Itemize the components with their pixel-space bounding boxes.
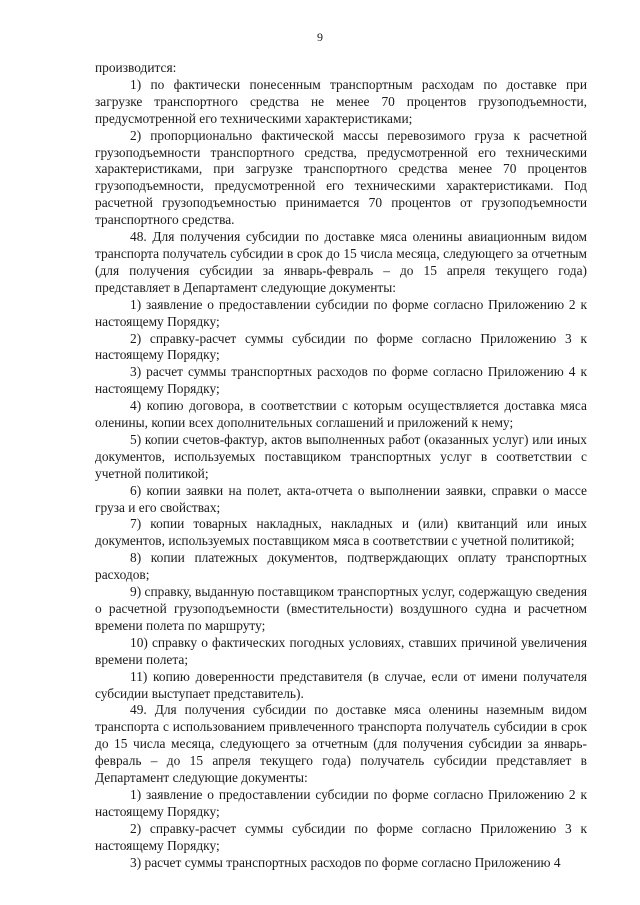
paragraph-48-item-5: 5) копии счетов-фактур, актов выполненных работ (оказанных услуг) или иных документов, используемых поставщиком транспортных услуг в соответствии с учетной политикой; — [95, 431, 587, 481]
paragraph-48-item-10: 10) справку о фактических погодных условиях, ставших причиной увеличения времени полета; — [95, 634, 587, 667]
paragraph-48-item-3: 3) расчет суммы транспортных расходов по форме согласно Приложению 4 к настоящему Порядку; — [95, 364, 587, 397]
paragraph-48-item-2: 2) справку-расчет суммы субсидии по форме согласно Приложению 3 к настоящему Порядку; — [95, 330, 587, 363]
page-number: 9 — [317, 30, 323, 44]
paragraph-clause-48: 48. Для получения субсидии по доставке мяса оленины авиационным видом транспорта получатель субсидии в срок до 15 числа месяца, следующего за отчетным (для получения субсидии за январь-февраль – до 15 апреля текущего года) представляет в Департамент следующие документы: — [95, 229, 587, 295]
paragraph-48-item-4: 4) копию договора, в соответствии с которым осуществляется доставка мяса оленины, копии всех дополнительных соглашений и приложений к нему; — [95, 398, 587, 431]
paragraph-48-item-7: 7) копии товарных накладных, накладных и (или) квитанций или иных документов, используемых поставщиком мяса в соответствии с учетной политикой; — [95, 516, 587, 549]
paragraph-continuation: производится: — [95, 60, 177, 75]
paragraph-48-item-6: 6) копии заявки на полет, акта-отчета о выполнении заявки, справки о массе груза и его свойствах; — [95, 482, 587, 515]
paragraph-48-item-11: 11) копию доверенности представителя (в случае, если от имени получателя субсидии выступает представитель). — [95, 668, 587, 701]
document-body — [95, 60, 587, 872]
paragraph-49-item-3: 3) расчет суммы транспортных расходов по форме согласно Приложению 4 — [130, 854, 561, 870]
paragraph-48-item-9: 9) справку, выданную поставщиком транспортных услуг, содержащую сведения о расчетной грузоподъемности (вместительности) воздушного судна и расчетном времени полета по маршруту; — [95, 584, 587, 633]
paragraph-item-1: 1) по фактически понесенным транспортным расходам по доставке при загрузке транспортного средства не менее 70 процентов грузоподъемности, предусмотренной его техническими характеристиками; — [95, 76, 587, 126]
paragraph-item-2: 2) пропорционально фактической массы перевозимого груза к расчетной грузоподъемности транспортного средства, предусмотренной его техническими характеристиками, при загрузке транспортного средства менее 70 процентов грузоподъемности, предусмотренной его техническими характеристиками. Под расчетной грузоподъемностью принимается 70 процентов от грузоподъемности транспортного средства. — [95, 127, 587, 228]
paragraph-49-item-1: 1) заявление о предоставлении субсидии по форме согласно Приложению 2 к настоящему Порядку; — [95, 786, 587, 819]
paragraph-clause-49: 49. Для получения субсидии по доставке мяса оленины наземным видом транспорта с использованием привлеченного транспорта получатель субсидии в срок до 15 числа месяца, следующего за отчетным (для получения субсидии за январь-февраль – до 15 апреля текущего года) получатель субсидии представляет в Департамент следующие документы: — [95, 702, 587, 786]
paragraph-48-item-8: 8) копии платежных документов, подтверждающих оплату транспортных расходов; — [95, 550, 587, 583]
paragraph-49-item-2: 2) справку-расчет суммы субсидии по форме согласно Приложению 3 к настоящему Порядку; — [95, 820, 587, 853]
paragraph-48-item-1: 1) заявление о предоставлении субсидии по форме согласно Приложению 2 к настоящему Порядку; — [95, 296, 587, 329]
